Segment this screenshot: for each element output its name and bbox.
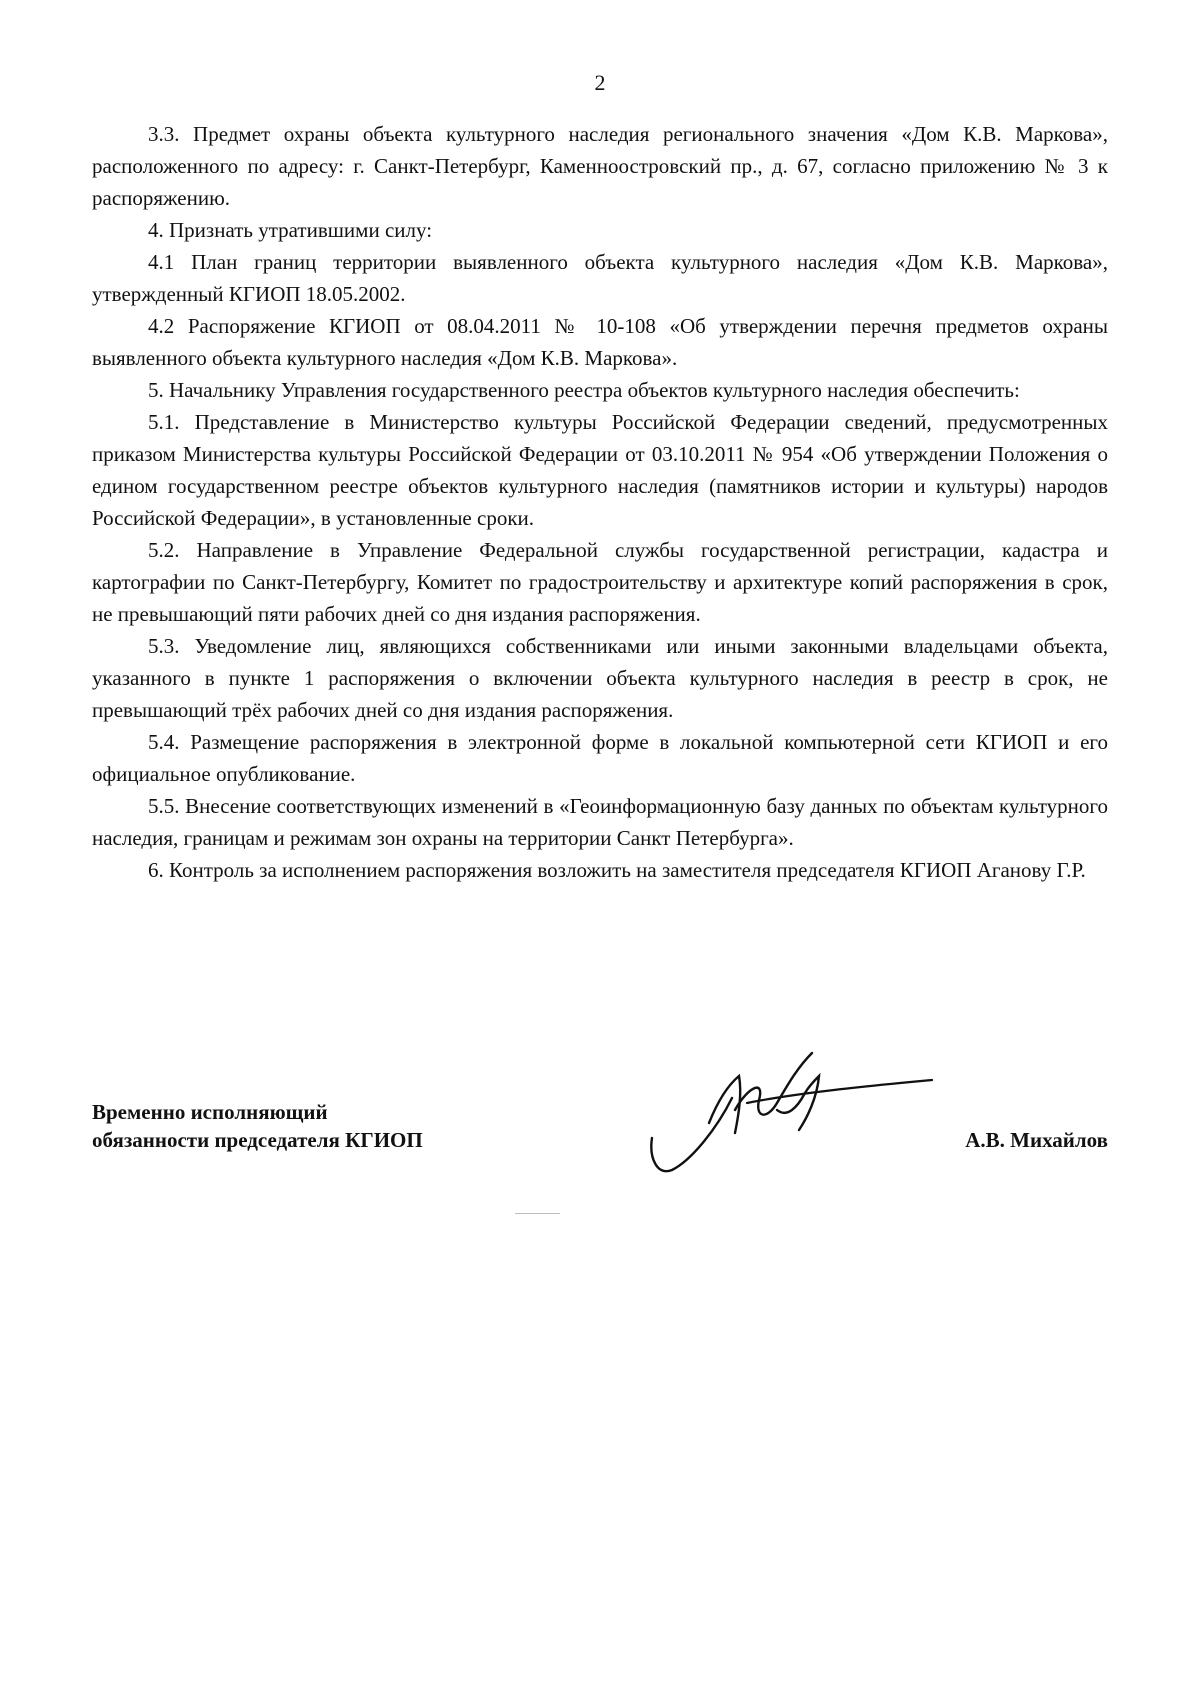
handwritten-signature-icon (647, 1048, 947, 1188)
document-body (92, 118, 1108, 886)
signature-block (92, 1098, 1108, 1198)
paragraph-5: 5. Начальнику Управления государственного реестра объектов культурного наследия обеспечить: (148, 378, 1020, 402)
scan-mark (515, 1213, 560, 1214)
paragraph-5-1: 5.1. Представление в Министерство культуры Российской Федерации сведений, предусмотренных приказом Министерства культуры Российской Федерации от 03.10.2011 № 954 «Об утверждении Положения о едином государственном реестре объектов культурного наследия (памятников истории и культуры) народов Российской Федерации», в установленные сроки. (92, 410, 1108, 530)
signatory-name: А.В. Михайлов (965, 1128, 1108, 1152)
page-number: 2 (594, 70, 606, 95)
paragraph-4-1: 4.1 План границ территории выявленного объекта культурного наследия «Дом К.В. Маркова», утвержденный КГИОП 18.05.2002. (92, 250, 1108, 306)
paragraph-5-4: 5.4. Размещение распоряжения в электронной форме в локальной компьютерной сети КГИОП и его официальное опубликование. (92, 730, 1108, 786)
paragraph-5-2: 5.2. Направление в Управление Федеральной службы государственной регистрации, кадастра и картографии по Санкт-Петербургу, Комитет по градостроительству и архитектуре копий распоряжения в срок, не превышающий пяти рабочих дней со дня издания распоряжения. (92, 538, 1108, 626)
paragraph-4: 4. Признать утратившими силу: (148, 218, 433, 242)
paragraph-5-3: 5.3. Уведомление лиц, являющихся собственниками или иными законными владельцами объекта, указанного в пункте 1 распоряжения о включении объекта культурного наследия в реестр в срок, не превышающий трёх рабочих дней со дня издания распоряжения. (92, 634, 1108, 722)
signatory-title (92, 1098, 423, 1154)
paragraph-5-5: 5.5. Внесение соответствующих изменений в «Геоинформационную базу данных по объектам культурного наследия, границам и режимам зон охраны на территории Санкт Петербурга». (92, 794, 1108, 850)
paragraph-4-2: 4.2 Распоряжение КГИОП от 08.04.2011 № 10-108 «Об утверждении перечня предметов охраны выявленного объекта культурного наследия «Дом К.В. Маркова». (92, 314, 1108, 370)
paragraph-6: 6. Контроль за исполнением распоряжения возложить на заместителя председателя КГИОП Аганову Г.Р. (148, 858, 1086, 882)
signatory-title-line-1: Временно исполняющий (92, 1100, 328, 1124)
paragraph-3-3: 3.3. Предмет охраны объекта культурного наследия регионального значения «Дом К.В. Маркова», расположенного по адресу: г. Санкт-Петербург, Каменноостровский пр., д. 67, согласно приложению № 3 к распоряжению. (92, 122, 1108, 210)
signatory-title-line-2: обязанности председателя КГИОП (92, 1128, 423, 1152)
